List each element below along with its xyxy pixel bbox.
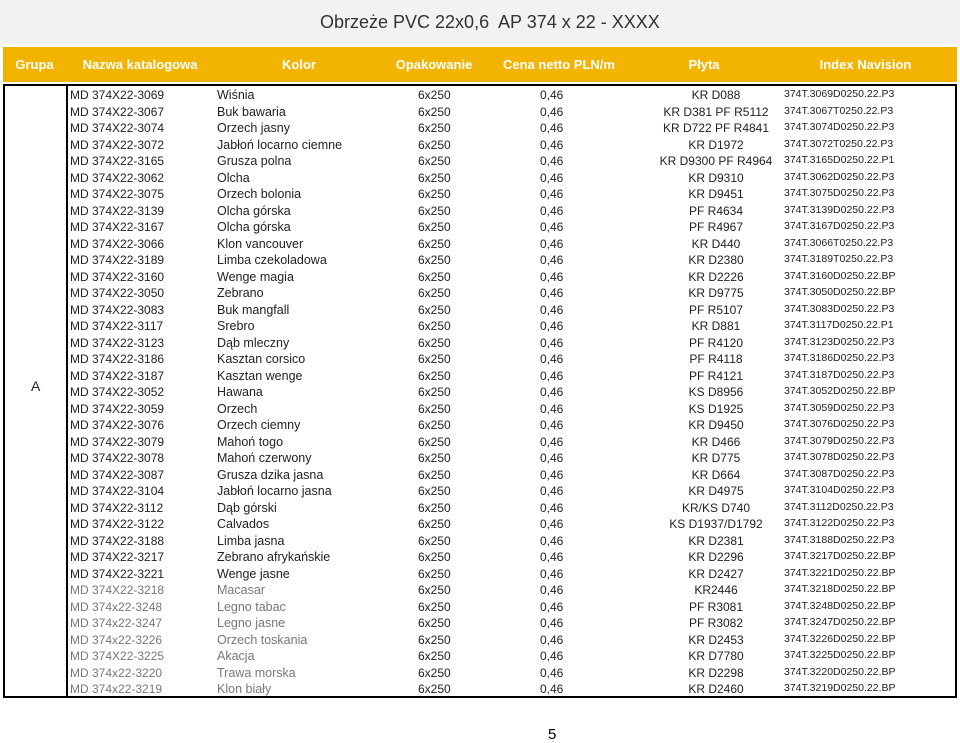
cell-board: KR D440: [691, 236, 741, 251]
cell-color-name: Akacja: [217, 649, 255, 663]
cell-color-name: Wenge magia: [217, 269, 294, 284]
cell-navision-index: 374T.3074D0250.22.P3: [784, 121, 895, 133]
group-column: [5, 86, 68, 696]
cell-board: KR D2381: [688, 533, 744, 548]
cell-board: PF R4118: [689, 352, 743, 366]
cell-color-name: Olcha górska: [217, 220, 291, 234]
cell-color-name: Orzech jasny: [217, 121, 290, 135]
table-row: [68, 268, 955, 285]
cell-catalog-name: MD 374X22-3218: [70, 583, 165, 597]
cell-price: 0,46: [540, 418, 564, 432]
cell-board: KR D9310: [688, 170, 744, 185]
cell-price: 0,46: [540, 434, 564, 449]
cell-price: 0,46: [540, 253, 564, 267]
cell-navision-index: 374T.3052D0250.22.BP: [784, 385, 896, 397]
cell-board: KR D722 PF R4841: [662, 121, 770, 135]
cell-price: 0,46: [540, 121, 564, 135]
cell-board: PF R5107: [688, 302, 744, 317]
cell-navision-index: 374T.3079D0250.22.P3: [784, 434, 895, 447]
table-row: [68, 86, 955, 103]
cell-price: 0,46: [540, 599, 564, 614]
cell-color-name: Legno jasne: [217, 616, 286, 630]
cell-price: 0,46: [540, 500, 564, 515]
cell-catalog-name: MD 374X22-3122: [70, 517, 165, 531]
cell-packaging: 6x250: [418, 269, 451, 284]
cell-packaging: 6x250: [418, 368, 451, 383]
cell-price: 0,46: [540, 517, 564, 531]
cell-color-name: Legno tabac: [217, 599, 286, 614]
table-row: [68, 284, 955, 301]
cell-color-name: Kasztan wenge: [217, 368, 303, 383]
cell-price: 0,46: [540, 467, 564, 482]
cell-board: KR D9300 PF R4964: [659, 154, 773, 168]
cell-board: KR/KS D740: [681, 500, 751, 515]
table-row: [68, 350, 955, 367]
cell-navision-index: 374T.3248D0250.22.BP: [784, 599, 896, 612]
table-row: [68, 317, 955, 334]
cell-board: PF R3082: [688, 616, 744, 630]
cell-navision-index: 374T.3221D0250.22.BP: [784, 566, 896, 579]
cell-navision-index: 374T.3087D0250.22.P3: [784, 467, 895, 480]
cell-navision-index: 374T.3217D0250.22.BP: [784, 550, 896, 562]
table-row: [68, 565, 955, 582]
cell-color-name: Dąb mleczny: [217, 335, 290, 350]
cell-catalog-name: MD 374X22-3072: [70, 137, 165, 152]
cell-price: 0,46: [540, 550, 564, 564]
cell-catalog-name: MD 374X22-3112: [70, 500, 164, 515]
cell-packaging: 6x250: [418, 88, 451, 102]
cell-catalog-name: MD 374X22-3079: [70, 434, 165, 449]
cell-packaging: 6x250: [418, 616, 451, 630]
table-row: [68, 433, 955, 450]
cell-board: PF R4121: [688, 368, 744, 383]
cell-catalog-name: MD 374X22-3066: [70, 236, 165, 251]
cell-catalog-name: MD 374X22-3078: [70, 451, 165, 465]
cell-color-name: Olcha górska: [217, 203, 291, 218]
cell-color-name: Zebrano: [217, 286, 264, 300]
cell-navision-index: 374T.3188D0250.22.P3: [784, 533, 895, 546]
title-product: Obrzeże PVC 22x0,6: [320, 12, 490, 32]
cell-color-name: Calvados: [217, 517, 270, 531]
cell-color-name: Wiśnia: [217, 88, 255, 102]
cell-packaging: 6x250: [418, 385, 451, 399]
cell-navision-index: 374T.3186D0250.22.P3: [784, 352, 895, 364]
cell-price: 0,46: [540, 616, 564, 630]
table-row: [68, 548, 955, 565]
header-nazwa: Nazwa katalogowa: [82, 57, 198, 72]
cell-color-name: Jabłoń locarno jasna: [217, 484, 332, 498]
cell-board: KR D664: [691, 467, 741, 482]
table-row: [68, 383, 955, 400]
header-index: Index Navision: [819, 57, 912, 72]
cell-navision-index: 374T.3247D0250.22.BP: [784, 616, 896, 628]
table-row: [68, 466, 955, 483]
cell-packaging: 6x250: [418, 104, 451, 119]
table-row: [68, 581, 955, 598]
cell-navision-index: 374T.3078D0250.22.P3: [784, 451, 895, 463]
cell-packaging: 6x250: [418, 335, 451, 350]
table-row: [68, 202, 955, 219]
cell-board: KS D1925: [688, 401, 744, 416]
table-row: [68, 334, 955, 351]
cell-color-name: Jabłoń locarno ciemne: [217, 137, 343, 152]
cell-catalog-name: MD 374X22-3187: [70, 368, 165, 383]
cell-packaging: 6x250: [418, 665, 451, 680]
cell-navision-index: 374T.3123D0250.22.P3: [784, 335, 895, 348]
table-row: [68, 251, 955, 268]
cell-packaging: 6x250: [418, 500, 451, 515]
table-row: [68, 515, 955, 532]
cell-price: 0,46: [540, 401, 564, 416]
cell-board: PF R4967: [688, 220, 744, 234]
cell-navision-index: 374T.3066T0250.22.P3: [784, 236, 894, 249]
cell-price: 0,46: [540, 352, 564, 366]
cell-packaging: 6x250: [418, 236, 451, 251]
cell-color-name: Orzech bolonia: [217, 187, 302, 201]
cell-color-name: Dąb górski: [217, 500, 277, 515]
table-row: [68, 235, 955, 252]
cell-navision-index: 374T.3072T0250.22.P3: [784, 137, 894, 150]
product-table: [3, 84, 957, 698]
cell-price: 0,46: [540, 649, 564, 663]
cell-price: 0,46: [540, 632, 564, 647]
cell-color-name: Mahoń czerwony: [217, 451, 312, 465]
cell-color-name: Macasar: [217, 583, 265, 597]
cell-navision-index: 374T.3104D0250.22.P3: [784, 484, 895, 496]
cell-price: 0,46: [540, 187, 564, 201]
cell-color-name: Limba jasna: [217, 533, 285, 548]
table-row: [68, 598, 955, 615]
table-row: [68, 119, 955, 136]
cell-catalog-name: MD 374x22-3247: [70, 616, 163, 630]
table-row: [68, 103, 955, 120]
cell-navision-index: 374T.3075D0250.22.P3: [784, 187, 895, 199]
cell-navision-index: 374T.3117D0250.22.P1: [784, 319, 894, 331]
header-kolor: Kolor: [282, 57, 316, 72]
cell-board: KR D2453: [688, 632, 744, 647]
cell-board: KS D8956: [688, 385, 744, 399]
cell-price: 0,46: [540, 302, 564, 317]
cell-catalog-name: MD 374X22-3067: [70, 104, 165, 119]
table-row: [68, 301, 955, 318]
cell-price: 0,46: [540, 286, 564, 300]
table-row: [68, 169, 955, 186]
cell-packaging: 6x250: [418, 599, 451, 614]
table-row: [68, 631, 955, 648]
cell-navision-index: 374T.3220D0250.22.BP: [784, 665, 896, 678]
cell-packaging: 6x250: [418, 319, 451, 333]
cell-board: KR D2226: [688, 269, 744, 284]
table-row: [68, 532, 955, 549]
cell-catalog-name: MD 374X22-3225: [70, 649, 165, 663]
cell-packaging: 6x250: [418, 451, 451, 465]
header-cena: Cena netto PLN/m: [503, 57, 615, 72]
header-grupa: Grupa: [15, 57, 54, 72]
cell-color-name: Limba czekoladowa: [217, 253, 327, 267]
cell-price: 0,46: [540, 319, 564, 333]
cell-packaging: 6x250: [418, 533, 451, 548]
cell-navision-index: 374T.3189T0250.22.P3: [784, 253, 894, 265]
cell-board: KR D4975: [688, 484, 744, 498]
cell-packaging: 6x250: [418, 352, 451, 366]
cell-price: 0,46: [540, 170, 564, 185]
cell-board: KR2446: [694, 583, 738, 597]
cell-catalog-name: MD 374X22-3123: [70, 335, 165, 350]
cell-color-name: Buk bawaria: [217, 104, 286, 119]
cell-navision-index: 374T.3225D0250.22.BP: [784, 649, 896, 661]
table-row: [68, 614, 955, 631]
cell-color-name: Klon vancouver: [217, 236, 304, 251]
cell-price: 0,46: [540, 203, 564, 218]
table-header: [3, 47, 957, 82]
cell-price: 0,46: [540, 137, 564, 152]
cell-packaging: 6x250: [418, 220, 451, 234]
cell-catalog-name: MD 374X22-3189: [70, 253, 165, 267]
cell-packaging: 6x250: [418, 632, 451, 647]
cell-price: 0,46: [540, 269, 564, 284]
cell-navision-index: 374T.3167D0250.22.P3: [784, 220, 895, 232]
cell-packaging: 6x250: [418, 649, 451, 663]
cell-catalog-name: MD 374x22-3219: [70, 682, 163, 696]
cell-price: 0,46: [540, 665, 564, 680]
table-row: [68, 499, 955, 516]
cell-packaging: 6x250: [418, 170, 451, 185]
cell-navision-index: 374T.3122D0250.22.P3: [784, 517, 895, 529]
cell-catalog-name: MD 374X22-3186: [70, 352, 165, 366]
title-code: AP 374 x 22 - XXXX: [498, 12, 660, 32]
cell-catalog-name: MD 374x22-3226: [70, 632, 163, 647]
table-row: [68, 185, 955, 202]
cell-price: 0,46: [540, 154, 564, 168]
table-row: [68, 482, 955, 499]
table-row: [68, 680, 955, 697]
cell-packaging: 6x250: [418, 583, 451, 597]
cell-color-name: Orzech toskania: [217, 632, 308, 647]
cell-board: KR D9451: [688, 187, 744, 201]
cell-board: PF R4634: [688, 203, 744, 218]
cell-packaging: 6x250: [418, 418, 451, 432]
cell-packaging: 6x250: [418, 550, 451, 564]
cell-navision-index: 374T.3059D0250.22.P3: [784, 401, 895, 414]
cell-navision-index: 374T.3076D0250.22.P3: [784, 418, 895, 430]
cell-catalog-name: MD 374X22-3052: [70, 385, 165, 399]
cell-color-name: Orzech: [217, 401, 258, 416]
cell-color-name: Mahoń togo: [217, 434, 284, 449]
cell-price: 0,46: [540, 385, 564, 399]
cell-board: KR D381 PF R5112: [663, 104, 769, 119]
cell-catalog-name: MD 374X22-3117: [70, 319, 164, 333]
cell-board: PF R3081: [688, 599, 744, 614]
cell-color-name: Buk mangfall: [217, 302, 290, 317]
cell-packaging: 6x250: [418, 566, 451, 581]
cell-price: 0,46: [540, 566, 564, 581]
cell-navision-index: 374T.3067T0250.22.P3: [784, 104, 894, 117]
cell-color-name: Kasztan corsico: [217, 352, 306, 366]
cell-board: KR D2427: [688, 566, 744, 581]
cell-board: KR D466: [691, 434, 741, 449]
cell-catalog-name: MD 374X22-3083: [70, 302, 165, 317]
cell-color-name: Hawana: [217, 385, 263, 399]
cell-board: KS D1937/D1792: [669, 517, 763, 531]
table-row: [68, 136, 955, 153]
cell-board: KR D2380: [688, 253, 744, 267]
cell-packaging: 6x250: [418, 137, 451, 152]
page-number: 5: [548, 726, 557, 743]
cell-navision-index: 374T.3160D0250.22.BP: [784, 269, 896, 282]
cell-board: KR D9775: [688, 286, 744, 300]
cell-packaging: 6x250: [418, 203, 451, 218]
cell-catalog-name: MD 374X22-3075: [70, 187, 165, 201]
cell-price: 0,46: [540, 451, 564, 465]
cell-navision-index: 374T.3139D0250.22.P3: [784, 203, 895, 216]
cell-board: KR D088: [691, 88, 741, 102]
table-row: [68, 449, 955, 466]
cell-price: 0,46: [540, 220, 564, 234]
cell-catalog-name: MD 374x22-3220: [70, 665, 163, 680]
cell-navision-index: 374T.3083D0250.22.P3: [784, 302, 895, 315]
cell-packaging: 6x250: [418, 121, 451, 135]
cell-navision-index: 374T.3069D0250.22.P3: [784, 88, 895, 100]
cell-packaging: 6x250: [418, 682, 451, 696]
cell-catalog-name: MD 374X22-3221: [70, 566, 165, 581]
table-row: [68, 664, 955, 681]
cell-board: KR D2296: [688, 550, 744, 564]
cell-catalog-name: MD 374X22-3069: [70, 88, 165, 102]
cell-packaging: 6x250: [418, 517, 451, 531]
cell-packaging: 6x250: [418, 401, 451, 416]
cell-board: KR D1972: [688, 137, 744, 152]
cell-price: 0,46: [540, 104, 564, 119]
header-plyta: Płyta: [688, 57, 720, 72]
group-label: A: [31, 378, 41, 394]
table-row: [68, 400, 955, 417]
cell-price: 0,46: [540, 236, 564, 251]
cell-price: 0,46: [540, 368, 564, 383]
cell-board: KR D775: [691, 451, 741, 465]
header-opakowanie: Opakowanie: [395, 57, 473, 72]
cell-board: KR D2460: [688, 682, 744, 696]
cell-catalog-name: MD 374X22-3104: [70, 484, 165, 498]
cell-color-name: Klon biały: [217, 682, 272, 696]
cell-packaging: 6x250: [418, 434, 451, 449]
table-row: [68, 218, 955, 235]
cell-packaging: 6x250: [418, 187, 451, 201]
cell-catalog-name: MD 374X22-3062: [70, 170, 165, 185]
cell-board: KR D7780: [688, 649, 744, 663]
cell-packaging: 6x250: [418, 253, 451, 267]
cell-color-name: Grusza polna: [217, 154, 292, 168]
cell-board: KR D2298: [688, 665, 744, 680]
table-row: [68, 416, 955, 433]
cell-catalog-name: MD 374X22-3139: [70, 203, 165, 218]
table-row: [68, 647, 955, 664]
cell-catalog-name: MD 374X22-3217: [70, 550, 165, 564]
table-body: [68, 86, 955, 697]
cell-packaging: 6x250: [418, 484, 451, 498]
cell-color-name: Trawa morska: [217, 665, 296, 680]
table-row: [68, 367, 955, 384]
cell-board: KR D881: [691, 319, 741, 333]
cell-price: 0,46: [540, 88, 564, 102]
cell-color-name: Grusza dzika jasna: [217, 467, 324, 482]
cell-catalog-name: MD 374X22-3167: [70, 220, 165, 234]
cell-price: 0,46: [540, 484, 564, 498]
cell-navision-index: 374T.3112D0250.22.P3: [784, 500, 894, 513]
cell-board: PF R4120: [688, 335, 744, 350]
cell-catalog-name: MD 374X22-3188: [70, 533, 165, 548]
cell-navision-index: 374T.3218D0250.22.BP: [784, 583, 896, 595]
cell-board: KR D9450: [688, 418, 744, 432]
cell-catalog-name: MD 374X22-3165: [70, 154, 165, 168]
cell-navision-index: 374T.3226D0250.22.BP: [784, 632, 896, 645]
cell-navision-index: 374T.3050D0250.22.BP: [784, 286, 896, 298]
cell-color-name: Olcha: [217, 170, 250, 185]
cell-catalog-name: MD 374X22-3059: [70, 401, 165, 416]
cell-navision-index: 374T.3062D0250.22.P3: [784, 170, 895, 183]
cell-color-name: Srebro: [217, 319, 255, 333]
cell-catalog-name: MD 374X22-3160: [70, 269, 165, 284]
cell-catalog-name: MD 374X22-3076: [70, 418, 165, 432]
cell-price: 0,46: [540, 682, 564, 696]
cell-color-name: Zebrano afrykańskie: [217, 550, 331, 564]
cell-navision-index: 374T.3219D0250.22.BP: [784, 682, 896, 694]
cell-catalog-name: MD 374X22-3074: [70, 121, 165, 135]
cell-catalog-name: MD 374x22-3248: [70, 599, 163, 614]
table-row: [68, 152, 955, 169]
cell-color-name: Orzech ciemny: [217, 418, 301, 432]
cell-price: 0,46: [540, 533, 564, 548]
cell-packaging: 6x250: [418, 286, 451, 300]
cell-catalog-name: MD 374X22-3087: [70, 467, 165, 482]
cell-navision-index: 374T.3187D0250.22.P3: [784, 368, 895, 381]
cell-price: 0,46: [540, 583, 564, 597]
cell-packaging: 6x250: [418, 154, 451, 168]
cell-navision-index: 374T.3165D0250.22.P1: [784, 154, 895, 166]
cell-price: 0,46: [540, 335, 564, 350]
cell-packaging: 6x250: [418, 467, 451, 482]
cell-packaging: 6x250: [418, 302, 451, 317]
cell-catalog-name: MD 374X22-3050: [70, 286, 165, 300]
cell-color-name: Wenge jasne: [217, 566, 290, 581]
